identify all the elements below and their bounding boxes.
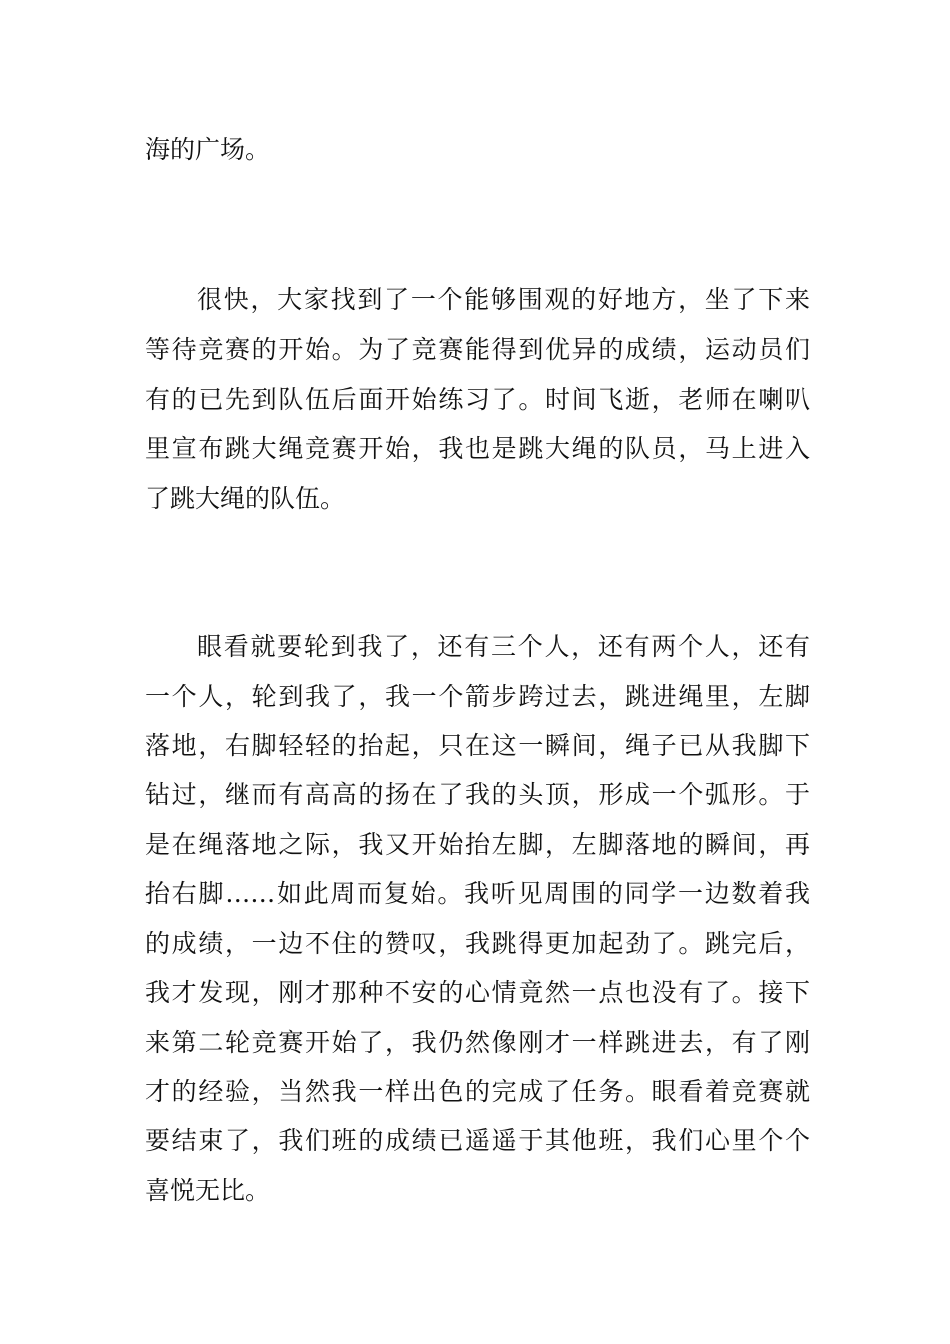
paragraph-3-line-9: 来第二轮竞赛开始了，我仍然像刚才一样跳进去，有了刚 (145, 1028, 810, 1057)
paragraph-2-line-1: 很快，大家找到了一个能够围观的好地方，坐了下来 (197, 285, 810, 314)
paragraph-3-line-5: 是在绳落地之际，我又开始抬左脚，左脚落地的瞬间，再 (145, 830, 810, 859)
paragraph-3-line-3: 落地，右脚轻轻的抬起，只在这一瞬间，绳子已从我脚下 (145, 731, 810, 760)
paragraph-3-line-2: 一个人，轮到我了，我一个箭步跨过去，跳进绳里，左脚 (145, 682, 810, 711)
paragraph-1-line-1: 海的广场。 (145, 135, 271, 164)
paragraph-3-line-10: 才的经验，当然我一样出色的完成了任务。眼看着竞赛就 (145, 1077, 810, 1106)
paragraph-3-line-6: 抬右脚……如此周而复始。我听见周围的同学一边数着我 (145, 879, 810, 908)
paragraph-3-line-7: 的成绩，一边不住的赞叹，我跳得更加起劲了。跳完后， (145, 929, 810, 958)
paragraph-3-line-1: 眼看就要轮到我了，还有三个人，还有两个人，还有 (197, 632, 810, 661)
paragraph-3-line-4: 钻过，继而有高高的扬在了我的头顶，形成一个弧形。于 (145, 780, 810, 809)
paragraph-2-line-2: 等待竞赛的开始。为了竞赛能得到优异的成绩，运动员们 (145, 335, 810, 364)
paragraph-2-line-5: 了跳大绳的队伍。 (145, 484, 346, 513)
paragraph-3-line-11: 要结束了，我们班的成绩已遥遥于其他班，我们心里个个 (145, 1126, 810, 1155)
paragraph-3-line-12: 喜悦无比。 (145, 1176, 271, 1205)
paragraph-3-line-8: 我才发现，刚才那种不安的心情竟然一点也没有了。接下 (145, 978, 810, 1007)
paragraph-2-line-3: 有的已先到队伍后面开始练习了。时间飞逝，老师在喇叭 (145, 385, 810, 414)
paragraph-2-line-4: 里宣布跳大绳竞赛开始，我也是跳大绳的队员，马上进入 (145, 434, 810, 463)
